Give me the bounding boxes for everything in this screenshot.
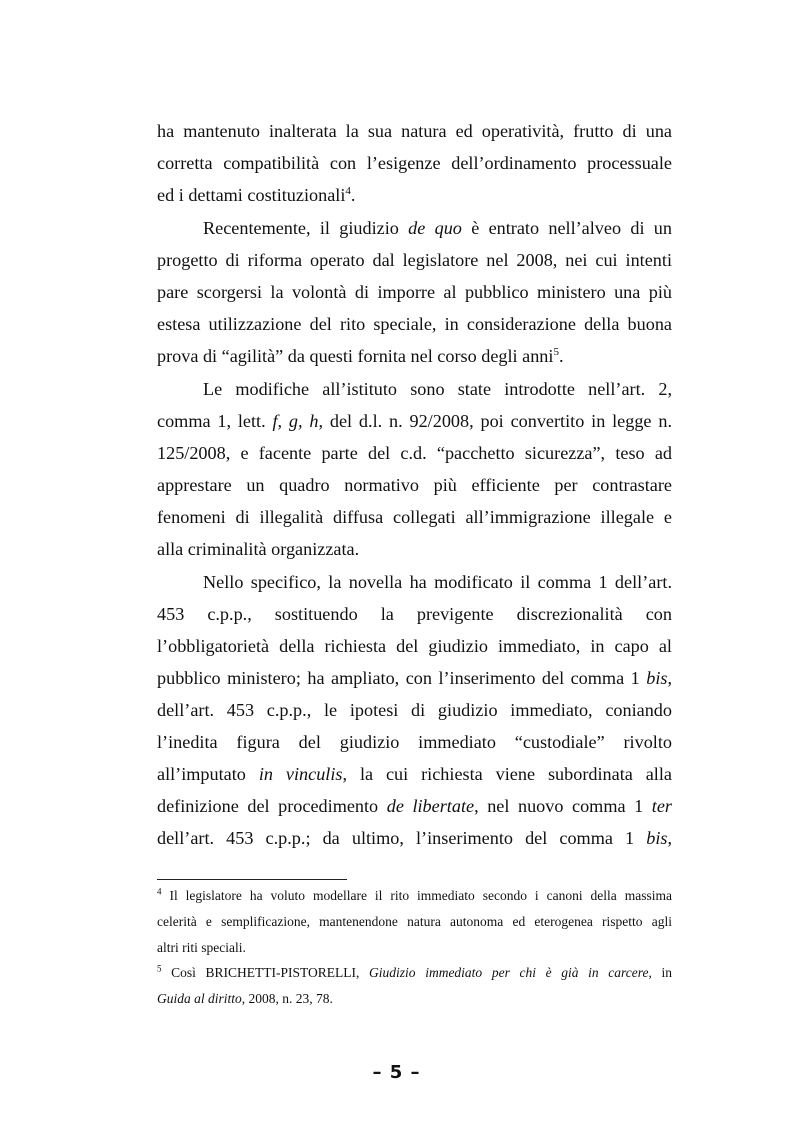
text-line: apprestare un quadro normativo più efficiente per contrastare — [157, 475, 672, 495]
footnote-4-line: altri riti speciali. — [157, 940, 246, 955]
text-line: dell’art. 453 c.p.p., le ipotesi di giudizio immediato, coniando — [157, 700, 672, 720]
text-line: prova di “agilità” da questi fornita nel corso degli anni$^5$. — [157, 345, 564, 366]
text-line: dell’art. 453 c.p.p.; da ultimo, l’inserimento del comma 1 bis, — [157, 828, 672, 848]
footnote-ref: 4 — [345, 184, 351, 197]
text-line: ha mantenuto inalterata la sua natura ed operatività, frutto di una — [157, 121, 672, 141]
text-line: fenomeni di illegalità diffusa collegati all’immigrazione illegale e — [157, 507, 672, 527]
text-line: Recentemente, il giudizio de quo è entrato nell’alveo di un — [203, 218, 672, 238]
text-line: Le modifiche all’istituto sono state introdotte nell’art. 2, — [203, 379, 672, 399]
text-line: l’obbligatorietà della richiesta del giudizio immediato, in capo al — [157, 636, 672, 656]
page-number: – 5 – — [372, 1062, 421, 1083]
text-line: pare scorgersi la volontà di imporre al pubblico ministero una più — [157, 282, 672, 302]
footnote-4-line: celerità e semplificazione, mantenendone natura autonoma ed eterogenea rispetto agli — [157, 914, 672, 929]
text-line: estesa utilizzazione del rito speciale, in considerazione della buona — [157, 314, 672, 334]
text-line: all’imputato in vinculis, la cui richiesta viene subordinata alla — [157, 764, 672, 784]
text-line: 453 c.p.p., sostituendo la previgente discrezionalità con — [157, 604, 672, 624]
text-line: alla criminalità organizzata. — [157, 539, 360, 559]
text-line: progetto di riforma operato dal legislatore nel 2008, nei cui intenti — [157, 250, 672, 270]
footnote-5-line: Guida al diritto, 2008, n. 23, 78. — [157, 991, 333, 1006]
text-line: corretta compatibilità con l’esigenze dell’ordinamento processuale — [157, 153, 672, 173]
footnote-ref: 5 — [553, 345, 559, 358]
page-body — [157, 0, 672, 1123]
footnote-separator — [157, 879, 347, 880]
text-line: ed i dettami costituzionali$^4$. — [157, 184, 356, 205]
text-line: comma 1, lett. f, g, h, del d.l. n. 92/2008, poi convertito in legge n. — [157, 411, 672, 431]
footnote-4: $^4$ Il legislatore ha voluto modellare il rito immediato secondo i canoni della massima — [157, 886, 672, 903]
text-line: 125/2008, e facente parte del c.d. “pacchetto sicurezza”, teso ad — [157, 443, 672, 463]
text-line: pubblico ministero; ha ampliato, con l’inserimento del comma 1 bis, — [157, 668, 672, 688]
text-line: definizione del procedimento de libertate, nel nuovo comma 1 ter — [157, 796, 672, 816]
text-line: Nello specifico, la novella ha modificato il comma 1 dell’art. — [203, 572, 672, 592]
footnote-5: $^5$ Così BRICHETTI-PISTORELLI, Giudizio immediato per chi è già in carcere, in — [157, 963, 672, 980]
text-line: l’inedita figura del giudizio immediato “custodiale” rivolto — [157, 732, 672, 752]
